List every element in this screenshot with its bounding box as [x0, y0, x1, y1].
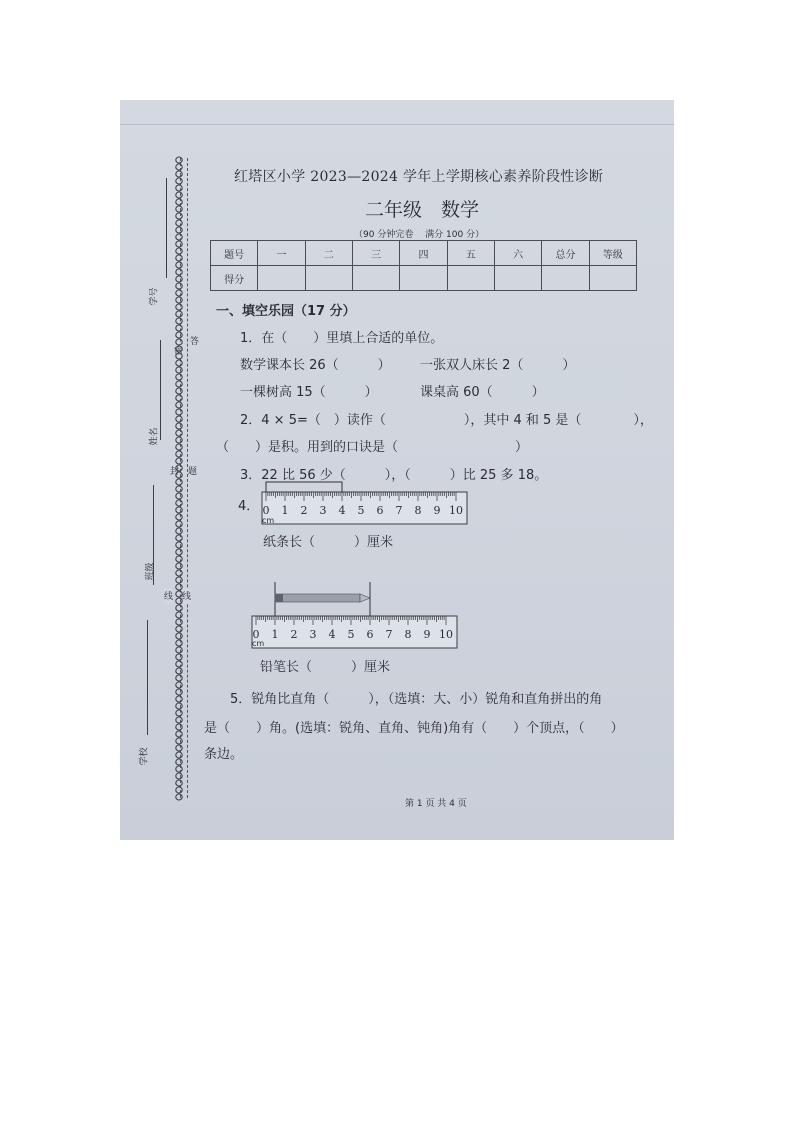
score-table-cell: 总分: [542, 241, 589, 266]
binding-ring: [176, 339, 182, 345]
binding-ring: [176, 535, 182, 541]
binding-ring: [176, 171, 182, 177]
binding-ring: [176, 248, 182, 254]
question-5-line-3: 条边。: [204, 747, 244, 762]
binding-ring: [176, 381, 182, 387]
paper-strip: [266, 482, 342, 492]
ruler-number: 8: [414, 504, 422, 517]
ruler-number: 5: [357, 504, 365, 517]
seal-dashed-line-right: [187, 158, 188, 798]
binding-ring: [176, 563, 182, 569]
binding-ring: [176, 745, 182, 751]
binding-ring: [176, 577, 182, 583]
page-footer: 第 1 页 共 4 页: [405, 799, 467, 809]
seal-char-xian-1: 线: [164, 588, 173, 603]
score-entry-cell: [258, 266, 305, 291]
question-1d: 课桌高 60（ ）: [420, 385, 545, 400]
binding-ring: [176, 528, 182, 534]
section-heading: 一、填空乐园（17 分）: [216, 304, 356, 319]
binding-ring: [176, 556, 182, 562]
ruler-2: [248, 578, 462, 654]
binding-ring: [176, 255, 182, 261]
school-label: 学校: [139, 747, 150, 766]
binding-ring: [176, 430, 182, 436]
binding-ring: [176, 717, 182, 723]
score-table-cell: 等级: [589, 241, 636, 266]
binding-ring: [176, 619, 182, 625]
binding-ring: [176, 689, 182, 695]
binding-ring: [176, 654, 182, 660]
binding-ring: [176, 549, 182, 555]
binding-ring: [176, 584, 182, 590]
question-1c: 一棵树高 15（ ）: [240, 385, 378, 400]
binding-ring: [176, 591, 182, 597]
score-entry-cell: [589, 266, 636, 291]
ruler-number: 7: [385, 628, 393, 641]
binding-ring: [176, 451, 182, 457]
question-4b: 铅笔长（ ）厘米: [260, 660, 391, 675]
exam-subtitle: 二年级 数学: [365, 199, 480, 221]
ruler-number: 9: [433, 504, 441, 517]
question-1: 1．在（ ）里填上合适的单位。: [240, 331, 444, 346]
exam-note: （90 分钟完卷 满分 100 分）: [354, 230, 485, 240]
question-1b: 一张双人床长 2（ ）: [420, 358, 576, 373]
binding-ring: [176, 514, 182, 520]
ruler-number: 1: [281, 504, 289, 517]
student-name-line: [160, 340, 161, 440]
binding-ring: [176, 283, 182, 289]
binding-ring: [176, 780, 182, 786]
binding-ring: [176, 486, 182, 492]
binding-ring: [176, 675, 182, 681]
ruler-number: 3: [319, 504, 327, 517]
ruler-number: 0: [252, 628, 260, 641]
score-entry-cell: [542, 266, 589, 291]
ruler-number: 8: [404, 628, 412, 641]
binding-ring: [176, 269, 182, 275]
binding-ring: [176, 626, 182, 632]
binding-ring: [176, 465, 182, 471]
exam-title: 红塔区小学 2023—2024 学年上学期核心素养阶段性诊断: [234, 169, 604, 185]
score-entry-cell: [352, 266, 399, 291]
seal-char-xian-2: 线: [182, 588, 191, 603]
binding-ring: [176, 738, 182, 744]
binding-ring: [176, 346, 182, 352]
score-entry-cell: [447, 266, 494, 291]
question-5-line-2: 是（ ）角。(选填：锐角、直角、钝角)角有（ ）个顶点，（ ）: [204, 721, 624, 736]
question-2-line-2: （ ）是积。用到的口诀是（ ）: [216, 440, 529, 455]
score-entry-cell: [400, 266, 447, 291]
binding-ring: [176, 668, 182, 674]
score-table-cell: 二: [305, 241, 352, 266]
score-table-cell: 题号: [211, 241, 258, 266]
question-3: 3．22 比 56 少（ ），（ ）比 25 多 18。: [240, 468, 548, 483]
binding-ring: [176, 276, 182, 282]
seal-char-ti: 题: [188, 463, 197, 478]
binding-ring: [176, 220, 182, 226]
binding-ring: [176, 598, 182, 604]
binding-ring: [176, 402, 182, 408]
binding-ring: [176, 178, 182, 184]
binding-ring: [176, 724, 182, 730]
score-table-cell: 四: [400, 241, 447, 266]
binding-ring: [176, 493, 182, 499]
binding-ring: [176, 157, 182, 163]
seal-char-mi: 密: [174, 343, 183, 358]
binding-ring: [176, 507, 182, 513]
score-table-header-row: [211, 241, 637, 266]
binding-ring: [176, 472, 182, 478]
ruler-number: 5: [347, 628, 355, 641]
score-entry-cell: [305, 266, 352, 291]
student-id-line: [166, 178, 167, 278]
binding-ring: [176, 325, 182, 331]
binding-ring: [176, 500, 182, 506]
score-table-cell: 三: [352, 241, 399, 266]
ruler-number: 4: [328, 628, 336, 641]
binding-ring: [176, 304, 182, 310]
binding-ring: [176, 633, 182, 639]
exam-paper: [120, 100, 674, 840]
binding-ring-chain: [173, 156, 185, 802]
score-table-cell: 六: [494, 241, 541, 266]
binding-ring: [176, 374, 182, 380]
binding-ring: [176, 318, 182, 324]
binding-ring: [176, 794, 182, 800]
binding-ring: [176, 213, 182, 219]
binding-ring: [176, 731, 182, 737]
binding-ring: [176, 227, 182, 233]
binding-ring: [176, 206, 182, 212]
binding-ring: [176, 444, 182, 450]
binding-ring: [176, 773, 182, 779]
question-2-line-1: 2．4 × 5=（ ）读作（ ），其中 4 和 5 是（ ），: [240, 413, 653, 428]
class-label: 班级: [145, 562, 156, 581]
question-4a: 纸条长（ ）厘米: [263, 535, 394, 550]
binding-ring: [176, 661, 182, 667]
score-table-cell: 一: [258, 241, 305, 266]
ruler-1: [258, 478, 472, 528]
ruler-number: 2: [300, 504, 308, 517]
binding-ring: [176, 353, 182, 359]
ruler-number: 3: [309, 628, 317, 641]
binding-ring: [176, 752, 182, 758]
ruler-number: 9: [423, 628, 431, 641]
binding-ring: [176, 192, 182, 198]
binding-ring: [176, 164, 182, 170]
binding-ring: [176, 234, 182, 240]
binding-ring: [176, 262, 182, 268]
binding-ring: [176, 521, 182, 527]
score-table-score-row: [211, 266, 637, 291]
ruler-number: 0: [262, 504, 270, 517]
scan-edge-line: [120, 124, 674, 125]
binding-ring: [176, 647, 182, 653]
binding-ring: [176, 395, 182, 401]
score-table-cell: 五: [447, 241, 494, 266]
ruler-number: 6: [366, 628, 374, 641]
binding-ring: [176, 423, 182, 429]
ruler-number: 4: [338, 504, 346, 517]
binding-ring: [176, 605, 182, 611]
binding-ring: [176, 759, 182, 765]
score-table: [210, 240, 637, 291]
score-entry-cell: [494, 266, 541, 291]
binding-ring: [176, 787, 182, 793]
binding-ring: [176, 311, 182, 317]
ruler-number: 1: [271, 628, 279, 641]
seal-char-da: 答: [190, 333, 199, 348]
pencil-icon: [275, 594, 370, 602]
student-id-label: 学号: [149, 287, 160, 306]
binding-ring: [176, 458, 182, 464]
binding-ring: [176, 290, 182, 296]
ruler-2-unit: cm: [252, 639, 265, 648]
binding-ring: [176, 185, 182, 191]
ruler-1-unit: cm: [262, 516, 275, 525]
school-line: [147, 620, 148, 735]
binding-ring: [176, 241, 182, 247]
binding-ring: [176, 332, 182, 338]
question-5-line-1: 5．锐角比直角（ ），（选填：大、小）锐角和直角拼出的角: [230, 692, 603, 707]
binding-ring: [176, 199, 182, 205]
binding-ring: [176, 696, 182, 702]
binding-ring: [176, 437, 182, 443]
ruler-number: 2: [290, 628, 298, 641]
ruler-number: 10: [449, 504, 463, 517]
binding-ring: [176, 360, 182, 366]
binding-ring: [176, 297, 182, 303]
ruler-number: 6: [376, 504, 384, 517]
binding-ring: [176, 570, 182, 576]
binding-ring: [176, 710, 182, 716]
question-1a: 数学课本长 26（ ）: [240, 358, 391, 373]
seal-char-feng: 封: [170, 463, 179, 478]
score-table-cell: 得分: [211, 266, 258, 291]
binding-ring: [176, 542, 182, 548]
binding-ring: [176, 766, 182, 772]
binding-ring: [176, 416, 182, 422]
student-name-label: 姓名: [149, 427, 160, 446]
ruler-number: 7: [395, 504, 403, 517]
binding-ring: [176, 703, 182, 709]
binding-ring: [176, 409, 182, 415]
binding-ring: [176, 612, 182, 618]
binding-ring: [176, 682, 182, 688]
binding-ring: [176, 367, 182, 373]
binding-ring: [176, 479, 182, 485]
binding-ring: [176, 640, 182, 646]
ruler-number: 10: [439, 628, 453, 641]
question-4-label: 4．: [238, 499, 260, 514]
binding-ring: [176, 388, 182, 394]
